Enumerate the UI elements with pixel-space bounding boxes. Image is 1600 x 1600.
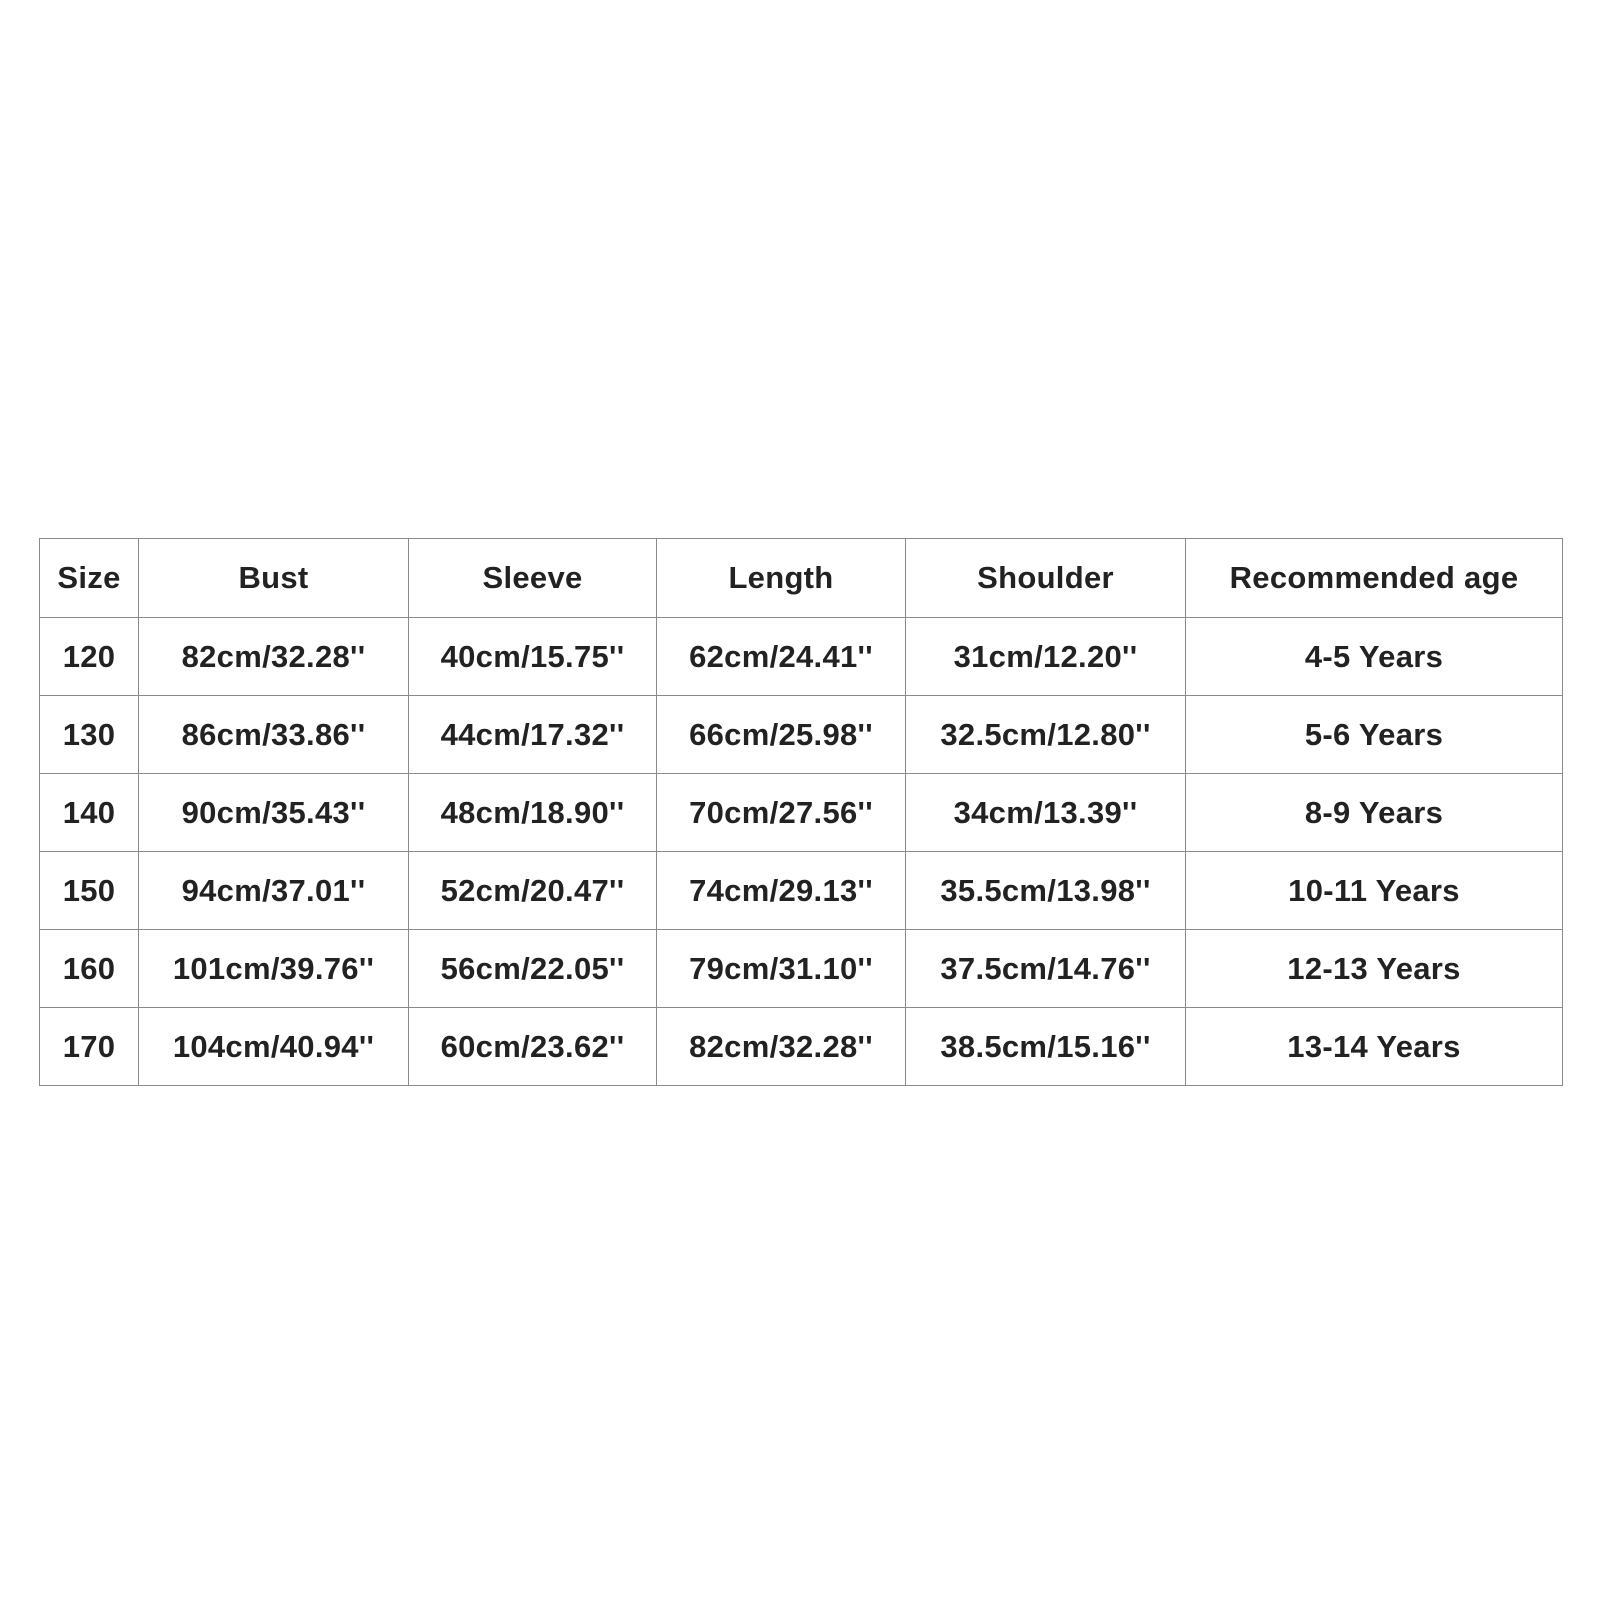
header-length: Length <box>657 539 906 618</box>
cell-bust: 104cm/40.94'' <box>139 1008 409 1086</box>
table-row <box>40 696 1563 774</box>
size-chart-table <box>39 538 1563 1086</box>
cell-sleeve: 40cm/15.75'' <box>409 618 657 696</box>
cell-length: 74cm/29.13'' <box>657 852 906 930</box>
cell-sleeve: 60cm/23.62'' <box>409 1008 657 1086</box>
cell-length: 79cm/31.10'' <box>657 930 906 1008</box>
cell-sleeve: 48cm/18.90'' <box>409 774 657 852</box>
cell-size: 120 <box>40 618 139 696</box>
cell-bust: 94cm/37.01'' <box>139 852 409 930</box>
cell-shoulder: 35.5cm/13.98'' <box>906 852 1186 930</box>
cell-length: 66cm/25.98'' <box>657 696 906 774</box>
cell-size: 170 <box>40 1008 139 1086</box>
cell-bust: 90cm/35.43'' <box>139 774 409 852</box>
table-row <box>40 618 1563 696</box>
table-row <box>40 774 1563 852</box>
cell-length: 82cm/32.28'' <box>657 1008 906 1086</box>
cell-sleeve: 44cm/17.32'' <box>409 696 657 774</box>
header-size: Size <box>40 539 139 618</box>
header-bust: Bust <box>139 539 409 618</box>
size-chart-body <box>40 618 1563 1086</box>
header-recommended-age: Recommended age <box>1186 539 1563 618</box>
cell-recommended-age: 8-9 Years <box>1186 774 1563 852</box>
cell-shoulder: 32.5cm/12.80'' <box>906 696 1186 774</box>
cell-recommended-age: 10-11 Years <box>1186 852 1563 930</box>
table-row <box>40 852 1563 930</box>
cell-shoulder: 31cm/12.20'' <box>906 618 1186 696</box>
cell-bust: 101cm/39.76'' <box>139 930 409 1008</box>
table-row <box>40 930 1563 1008</box>
header-sleeve: Sleeve <box>409 539 657 618</box>
cell-shoulder: 37.5cm/14.76'' <box>906 930 1186 1008</box>
cell-recommended-age: 5-6 Years <box>1186 696 1563 774</box>
header-shoulder: Shoulder <box>906 539 1186 618</box>
cell-bust: 86cm/33.86'' <box>139 696 409 774</box>
cell-size: 130 <box>40 696 139 774</box>
cell-length: 70cm/27.56'' <box>657 774 906 852</box>
cell-length: 62cm/24.41'' <box>657 618 906 696</box>
cell-size: 160 <box>40 930 139 1008</box>
header-row <box>40 539 1563 618</box>
cell-shoulder: 34cm/13.39'' <box>906 774 1186 852</box>
cell-bust: 82cm/32.28'' <box>139 618 409 696</box>
table-row <box>40 1008 1563 1086</box>
cell-recommended-age: 4-5 Years <box>1186 618 1563 696</box>
cell-recommended-age: 13-14 Years <box>1186 1008 1563 1086</box>
cell-recommended-age: 12-13 Years <box>1186 930 1563 1008</box>
cell-sleeve: 52cm/20.47'' <box>409 852 657 930</box>
cell-size: 150 <box>40 852 139 930</box>
cell-size: 140 <box>40 774 139 852</box>
cell-shoulder: 38.5cm/15.16'' <box>906 1008 1186 1086</box>
size-chart-header <box>40 539 1563 618</box>
cell-sleeve: 56cm/22.05'' <box>409 930 657 1008</box>
